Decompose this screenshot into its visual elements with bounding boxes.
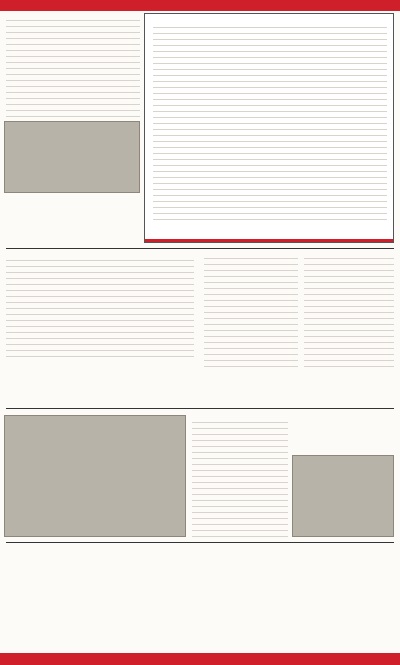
story-lower-headline	[6, 197, 140, 243]
story-left-text-a	[304, 257, 394, 367]
section-tag	[272, 0, 392, 11]
lead-text-column	[192, 417, 288, 537]
lead-rule	[6, 542, 394, 543]
story-right-headline	[6, 363, 194, 403]
masthead-topline	[6, 639, 320, 650]
brand-name	[324, 639, 394, 650]
lead-photo-right	[4, 415, 186, 537]
notice-text	[153, 24, 387, 220]
page-number	[8, 0, 28, 11]
story-left-headline	[204, 373, 394, 403]
story-lower-text	[6, 15, 140, 117]
lead-deck	[6, 549, 180, 585]
masthead-bar	[0, 653, 400, 665]
lead-photo-left	[292, 455, 394, 537]
story-left-text-b	[204, 257, 298, 367]
lower-rule	[6, 248, 394, 249]
page-footer	[0, 0, 400, 11]
notice-box	[144, 13, 394, 243]
section-rule	[6, 408, 394, 409]
lead-headline	[6, 589, 394, 635]
story-right-text	[6, 257, 194, 357]
story-lower-photo	[4, 121, 140, 193]
notice-bar	[145, 239, 393, 242]
